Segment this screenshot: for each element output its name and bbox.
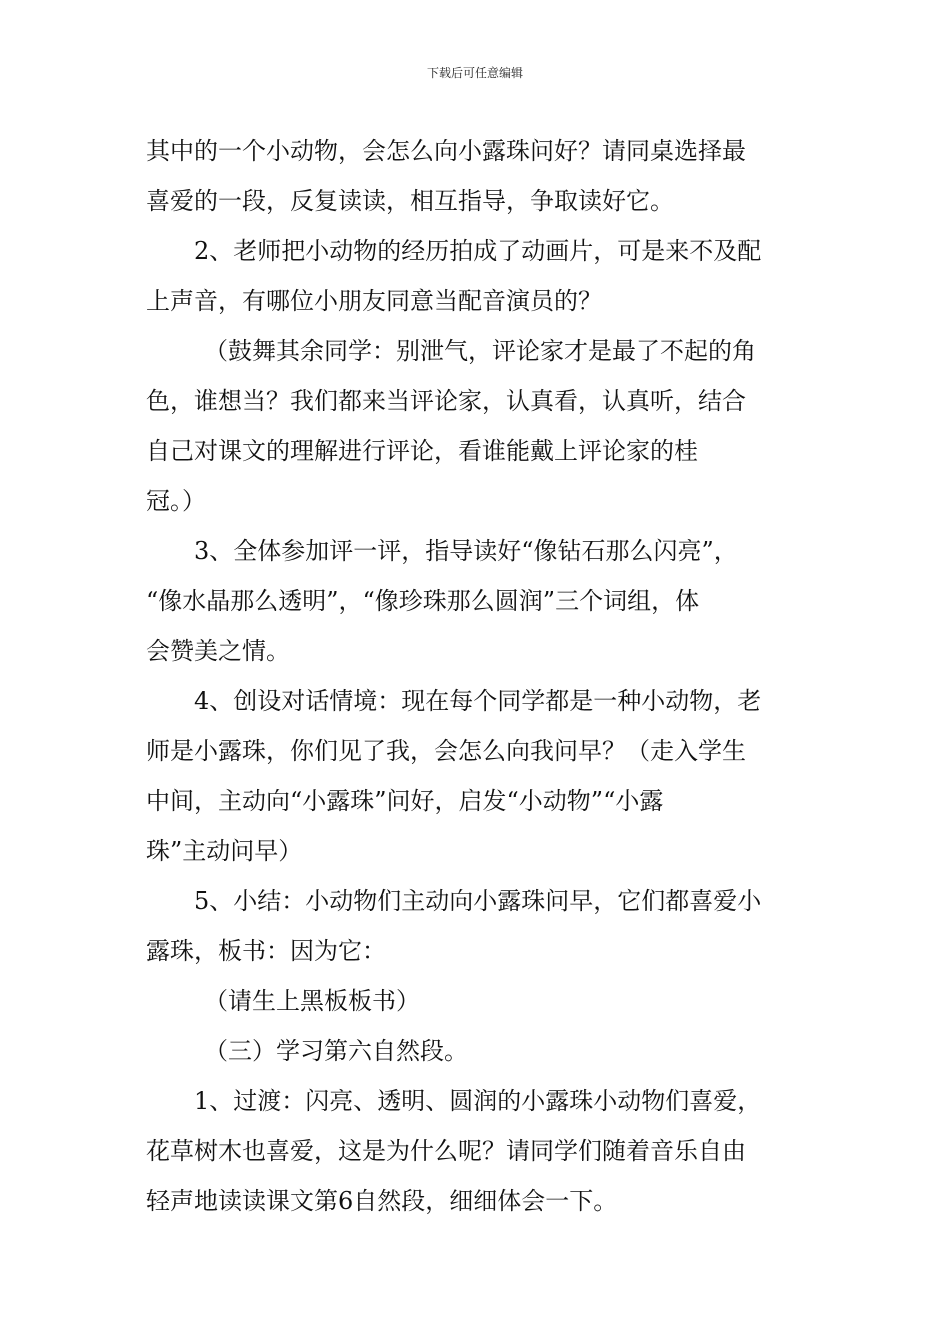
text-line: 上声音，有哪位小朋友同意当配音演员的？ bbox=[146, 287, 602, 315]
text-line: 色，谁想当？我们都来当评论家，认真看，认真听，结合 bbox=[146, 387, 746, 415]
text-line: （三）学习第六自然段。 bbox=[204, 1037, 468, 1065]
text-line: 露珠，板书：因为它： bbox=[146, 937, 386, 965]
text-line: 中间，主动向“小露珠”问好，启发“小动物”“小露 bbox=[146, 787, 664, 815]
text-line: 4、创设对话情境：现在每个同学都是一种小动物，老 bbox=[194, 687, 762, 715]
page-header: 下载后可任意编辑 bbox=[426, 66, 523, 80]
text-line: 2、老师把小动物的经历拍成了动画片，可是来不及配 bbox=[194, 237, 762, 265]
text-line: 会赞美之情。 bbox=[146, 637, 290, 665]
text-line: 珠”主动问早） bbox=[146, 837, 303, 865]
text-line: 花草树木也喜爱，这是为什么呢？请同学们随着音乐自由 bbox=[146, 1137, 746, 1165]
text-line: 轻声地读读课文第6自然段，细细体会一下。 bbox=[146, 1187, 618, 1215]
text-line: 3、全体参加评一评，指导读好“像钻石那么闪亮”， bbox=[194, 537, 738, 565]
text-line: 师是小露珠，你们见了我，会怎么向我问早？（走入学生 bbox=[146, 737, 746, 765]
text-line: （鼓舞其余同学：别泄气，评论家才是最了不起的角 bbox=[204, 337, 756, 365]
text-line: 冠。） bbox=[146, 487, 206, 515]
text-line: 1、过渡：闪亮、透明、圆润的小露珠小动物们喜爱， bbox=[194, 1087, 762, 1115]
document-body bbox=[146, 126, 806, 1226]
text-line: 喜爱的一段，反复读读，相互指导，争取读好它。 bbox=[146, 187, 674, 215]
text-line: “像水晶那么透明”，“像珍珠那么圆润”三个词组，体 bbox=[146, 587, 700, 615]
text-line: 其中的一个小动物，会怎么向小露珠问好？请同桌选择最 bbox=[146, 137, 746, 165]
text-line: （请生上黑板板书） bbox=[204, 987, 420, 1015]
text-line: 5、小结：小动物们主动向小露珠问早，它们都喜爱小 bbox=[194, 887, 762, 915]
text-line: 自己对课文的理解进行评论，看谁能戴上评论家的桂 bbox=[146, 437, 698, 465]
